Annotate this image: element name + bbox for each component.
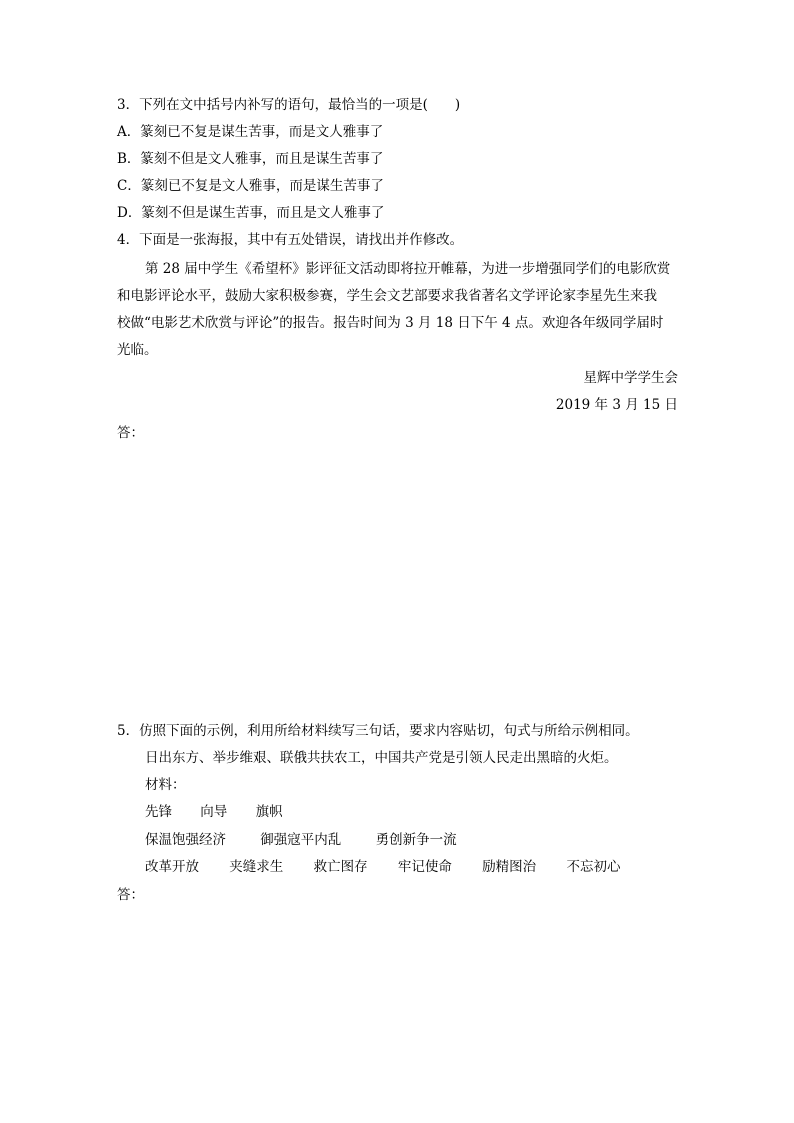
material-item: 不忘初心 — [566, 859, 621, 875]
material-item: 夹缝求生 — [229, 859, 284, 875]
q4-poster-line-4: 光临。 — [117, 342, 158, 358]
material-item: 勇创新争一流 — [375, 832, 457, 848]
q5-stem: 5．仿照下面的示例，利用所给材料续写三句话，要求内容贴切，句式与所给示例相同。 — [117, 723, 639, 739]
material-item: 牢记使命 — [397, 859, 452, 875]
q5-material-row-2 — [145, 830, 487, 850]
q5-material-row-1 — [145, 802, 307, 822]
material-item: 旗帜 — [255, 804, 283, 820]
q4-poster-line-3: 校做“电影艺术欣赏与评论”的报告。报告时间为 3 月 18 日下午 4 点。欢迎各年级同学届时 — [117, 315, 664, 331]
material-item: 先锋 — [145, 804, 172, 820]
q5-material-row-3 — [145, 857, 646, 877]
material-item: 御强寇平内乱 — [260, 832, 342, 848]
q4-date: 2019 年 3 月 15 日 — [555, 397, 678, 413]
q4-answer-label: 答： — [117, 425, 144, 441]
q5-material-label: 材料： — [145, 777, 186, 793]
material-item: 励精图治 — [482, 859, 537, 875]
q5-example: 日出东方、举步维艰、联俄共扶农工，中国共产党是引领人民走出黑暗的火炬。 — [145, 750, 618, 766]
q3-option-a: A．篆刻已不复是谋生苦事，而是文人雅事了 — [117, 124, 384, 140]
material-item: 救亡图存 — [313, 859, 368, 875]
q3-option-c: C．篆刻已不复是文人雅事，而是谋生苦事了 — [117, 178, 384, 194]
q5-answer-label: 答： — [117, 887, 144, 903]
q4-poster-line-1: 第 28 届中学生《希望杯》影评征文活动即将拉开帷幕，为进一步增强同学们的电影欣赏 — [145, 261, 671, 277]
material-item: 保温饱强经济 — [145, 832, 226, 848]
q3-option-d: D．篆刻不但是谋生苦事，而且是文人雅事了 — [117, 205, 385, 221]
q4-poster-line-2: 和电影评论水平，鼓励大家积极参赛，学生会文艺部要求我省著名文学评论家李星先生来我 — [117, 288, 657, 304]
material-item: 改革开放 — [145, 859, 199, 875]
q3-option-b: B．篆刻不但是文人雅事，而且是谋生苦事了 — [117, 151, 384, 167]
q4-stem: 4．下面是一张海报，其中有五处错误，请找出并作修改。 — [117, 232, 464, 248]
q4-signature: 星辉中学学生会 — [583, 370, 678, 386]
material-item: 向导 — [200, 804, 228, 820]
q3-stem: 3．下列在文中括号内补写的语句，最恰当的一项是( ) — [117, 97, 461, 113]
